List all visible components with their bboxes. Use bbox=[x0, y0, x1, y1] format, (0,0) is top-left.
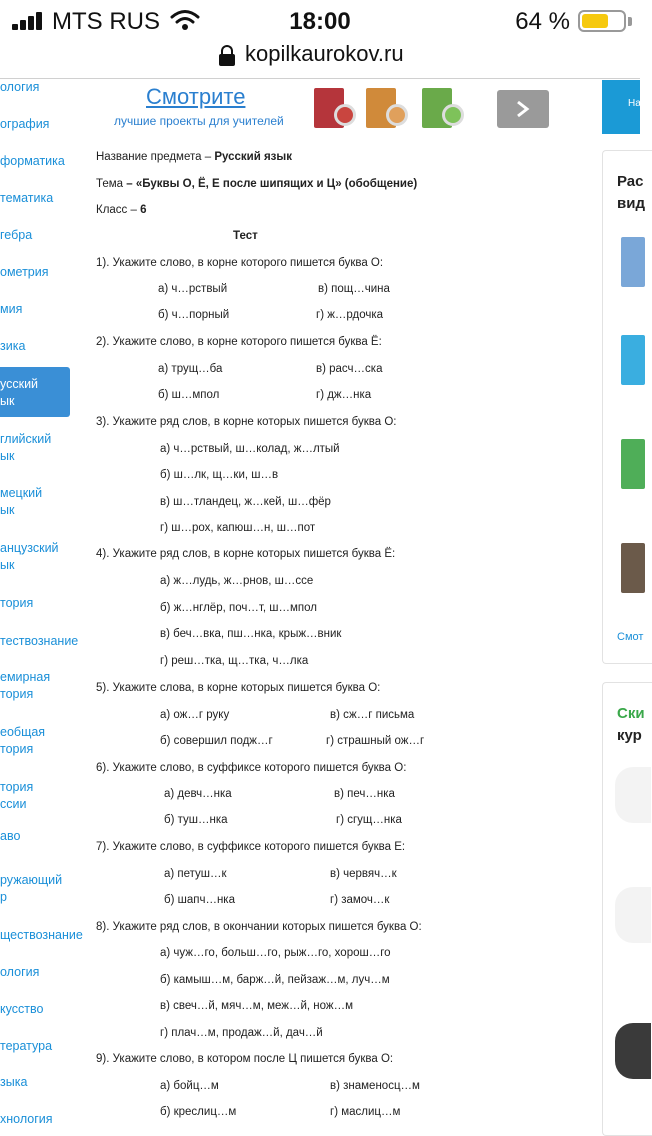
sidebar-item[interactable] bbox=[0, 338, 70, 355]
answer-option: б) ж…нглёр, поч…т, ш…мпол bbox=[160, 602, 317, 614]
sidebar-item[interactable] bbox=[0, 1111, 70, 1128]
sidebar-item-label: аво bbox=[0, 829, 21, 843]
answer-option: б) ш…мпол bbox=[158, 389, 220, 401]
answer-option: в) знаменосц…м bbox=[330, 1080, 420, 1092]
sidebar-item-label-line2: ык bbox=[0, 394, 15, 408]
answer-option: в) беч…вка, пш…нка, крыж…вник bbox=[160, 628, 342, 640]
answer-option: б) камыш…м, барж…й, пейзаж…м, луч…м bbox=[160, 974, 390, 986]
answer-option: г) замоч…к bbox=[330, 894, 390, 906]
sidebar-item-label: мия bbox=[0, 302, 23, 316]
battery-icon bbox=[578, 10, 626, 32]
answer-option: в) печ…нка bbox=[334, 788, 395, 800]
question-text: 3). Укажите ряд слов, в корне которых пишется буква О: bbox=[96, 416, 397, 428]
sidebar-item[interactable] bbox=[0, 264, 70, 281]
subject-sidebar bbox=[0, 79, 83, 1136]
answer-option: в) червяч…к bbox=[330, 868, 397, 880]
sidebar-item-label: хнология bbox=[0, 1112, 53, 1126]
answer-option: а) девч…нка bbox=[164, 788, 232, 800]
video-thumbnail[interactable] bbox=[621, 237, 645, 287]
answer-option: а) ч…рствый bbox=[158, 283, 228, 295]
answer-option: в) сж…г письма bbox=[330, 709, 415, 721]
sidebar-item-label: гебра bbox=[0, 228, 33, 242]
carrier-name: MTS RUS bbox=[52, 8, 160, 35]
answer-option: г) ж…рдочка bbox=[316, 309, 384, 321]
right-card-title: Рас bbox=[617, 173, 644, 190]
question-text: 1). Укажите слово, в корне которого пишется буква О: bbox=[96, 257, 384, 269]
answer-option: в) свеч…й, мяч…м, меж…й, нож…м bbox=[160, 1000, 354, 1012]
status-time: 18:00 bbox=[289, 8, 351, 35]
sidebar-item-label-line2: ык bbox=[0, 503, 15, 517]
sidebar-item-label: ография bbox=[0, 117, 50, 131]
sidebar-item[interactable] bbox=[0, 431, 70, 465]
sidebar-item-label-line2: тория bbox=[0, 687, 34, 701]
sidebar-item[interactable] bbox=[0, 1074, 70, 1091]
answer-option: г) страшный ож…г bbox=[326, 735, 425, 747]
battery-cap bbox=[628, 17, 632, 26]
sidebar-item-label: тория bbox=[0, 780, 34, 794]
sidebar-item-label: тествознание bbox=[0, 634, 79, 648]
answer-option: а) бойц…м bbox=[160, 1080, 219, 1092]
banner-disc-1 bbox=[334, 104, 356, 126]
answer-option: б) ч…порный bbox=[158, 309, 230, 321]
sidebar-item-label: ометрия bbox=[0, 265, 49, 279]
sidebar-item[interactable] bbox=[0, 724, 70, 758]
course-thumbnail[interactable] bbox=[615, 887, 651, 943]
question-text: 9). Укажите слово, в котором после Ц пишется буква О: bbox=[96, 1053, 394, 1065]
sidebar-item[interactable] bbox=[0, 669, 70, 703]
sidebar-item-label: ществознание bbox=[0, 928, 83, 942]
answer-option: б) креслиц…м bbox=[160, 1106, 237, 1118]
sidebar-item[interactable] bbox=[0, 595, 70, 612]
right-card-courses bbox=[602, 682, 652, 1136]
url-text[interactable]: kopilkaurokov.ru bbox=[245, 41, 404, 66]
answer-option: а) трущ…ба bbox=[158, 363, 223, 375]
answer-option: г) сгущ…нка bbox=[336, 814, 402, 826]
answer-option: а) ож…г руку bbox=[160, 709, 230, 721]
sidebar-item[interactable] bbox=[0, 872, 70, 906]
answer-option: б) совершил подж…г bbox=[160, 735, 273, 747]
address-bar[interactable] bbox=[0, 38, 640, 76]
answer-option: а) ж…лудь, ж…рнов, ш…ссе bbox=[160, 575, 314, 587]
answer-option: в) ш…тландец, ж…кей, ш…фёр bbox=[160, 496, 331, 508]
topic-line: Тема – «Буквы О, Ё, Е после шипящих и Ц» (обобщение) bbox=[96, 178, 418, 190]
answer-option: б) ш…лк, щ…ки, ш…в bbox=[160, 469, 279, 481]
right-card-title: Ски bbox=[617, 705, 645, 722]
sidebar-item-label-line2: ык bbox=[0, 558, 15, 572]
sidebar-item-label: зика bbox=[0, 339, 26, 353]
test-title: Тест bbox=[233, 230, 258, 242]
sidebar-item-label: еобщая bbox=[0, 725, 46, 739]
sidebar-item-label: анцузский bbox=[0, 541, 59, 555]
sidebar-item-label: ология bbox=[0, 80, 40, 94]
answer-option: г) реш…тка, щ…тка, ч…лка bbox=[160, 655, 309, 667]
sidebar-item-label: мецкий bbox=[0, 486, 43, 500]
course-thumbnail[interactable] bbox=[615, 1023, 651, 1079]
right-card-title-line2: кур bbox=[617, 727, 642, 744]
question-text: 5). Укажите слова, в корне которых пишется буква О: bbox=[96, 682, 381, 694]
banner-disc-3 bbox=[442, 104, 464, 126]
battery-level bbox=[582, 14, 608, 28]
question-text: 8). Укажите ряд слов, в окончании которых пишется буква О: bbox=[96, 921, 422, 933]
course-thumbnail[interactable] bbox=[615, 767, 651, 823]
sidebar-item[interactable] bbox=[0, 779, 70, 813]
answer-option: а) петуш…к bbox=[164, 868, 227, 880]
right-card-link[interactable]: Смот bbox=[617, 631, 644, 643]
right-card-title-line2: вид bbox=[617, 195, 645, 212]
answer-option: б) шапч…нка bbox=[164, 894, 235, 906]
answer-option: а) ч…рствый, ш…колад, ж…лтый bbox=[160, 443, 340, 455]
sidebar-item[interactable] bbox=[0, 153, 70, 170]
sidebar-item-label-line2: ык bbox=[0, 449, 15, 463]
banner-subtitle[interactable]: лучшие проекты для учителей bbox=[114, 114, 284, 128]
sidebar-item-label-line2: р bbox=[0, 890, 7, 904]
sidebar-item[interactable] bbox=[0, 828, 70, 845]
sidebar-item[interactable] bbox=[0, 1001, 70, 1018]
video-thumbnail[interactable] bbox=[621, 335, 645, 385]
sidebar-item-label: тория bbox=[0, 596, 34, 610]
sidebar-item[interactable] bbox=[0, 79, 70, 96]
sidebar-item[interactable] bbox=[0, 964, 70, 981]
right-promo-card[interactable] bbox=[602, 80, 640, 134]
grade-line: Класс – 6 bbox=[96, 204, 147, 216]
sidebar-item-label: ружающий bbox=[0, 873, 63, 887]
banner-next-button[interactable] bbox=[497, 90, 549, 128]
battery-percent: 64 % bbox=[515, 8, 570, 35]
banner-title[interactable]: Смотрите bbox=[146, 84, 246, 109]
sidebar-item[interactable] bbox=[0, 540, 70, 574]
banner-disc-2 bbox=[386, 104, 408, 126]
sidebar-item-label-line2: ссии bbox=[0, 797, 27, 811]
answer-option: г) дж…нка bbox=[316, 389, 372, 401]
sidebar-item-label: тература bbox=[0, 1039, 53, 1053]
sidebar-item-label: ология bbox=[0, 965, 40, 979]
sidebar-item[interactable] bbox=[0, 633, 79, 650]
sidebar-item[interactable] bbox=[0, 227, 70, 244]
sidebar-item-label: кусство bbox=[0, 1002, 44, 1016]
sidebar-item-label-line2: тория bbox=[0, 742, 34, 756]
sidebar-item-label: тематика bbox=[0, 191, 54, 205]
sidebar-item-label: емирная bbox=[0, 670, 51, 684]
lock-icon bbox=[219, 45, 235, 67]
sidebar-item[interactable] bbox=[0, 190, 70, 207]
answer-option: в) расч…ска bbox=[316, 363, 383, 375]
sidebar-item[interactable] bbox=[0, 485, 70, 519]
answer-option: г) плач…м, продаж…й, дач…й bbox=[160, 1027, 323, 1039]
video-thumbnail[interactable] bbox=[621, 543, 645, 593]
address-bar-divider bbox=[0, 78, 640, 79]
sidebar-item[interactable] bbox=[0, 927, 83, 944]
answer-option: б) туш…нка bbox=[164, 814, 228, 826]
question-text: 2). Укажите слово, в корне которого пишется буква Ё: bbox=[96, 336, 382, 348]
sidebar-item-label: зыка bbox=[0, 1075, 28, 1089]
question-text: 7). Укажите слово, в суффиксе которого пишется буква Е: bbox=[96, 841, 406, 853]
promo-banner[interactable] bbox=[100, 80, 560, 138]
question-text: 6). Укажите слово, в суффиксе которого пишется буква О: bbox=[96, 762, 407, 774]
sidebar-item-label: усский bbox=[0, 377, 39, 391]
sidebar-item-label: глийский bbox=[0, 432, 52, 446]
sidebar-item[interactable] bbox=[0, 116, 70, 133]
sidebar-item[interactable] bbox=[0, 1038, 70, 1055]
sidebar-item[interactable] bbox=[0, 301, 70, 318]
chevron-right-icon bbox=[515, 100, 531, 118]
sidebar-item[interactable] bbox=[0, 367, 70, 417]
sidebar-item-label: форматика bbox=[0, 154, 65, 168]
right-promo-text: На bbox=[628, 98, 641, 109]
answer-option: г) ш…рох, капюш…н, ш…пот bbox=[160, 522, 316, 534]
video-thumbnail[interactable] bbox=[621, 439, 645, 489]
answer-option: в) пощ…чина bbox=[318, 283, 390, 295]
answer-option: а) чуж…го, больш…го, рыж…го, хорош…го bbox=[160, 947, 391, 959]
question-text: 4). Укажите ряд слов, в корне которых пишется буква Ё: bbox=[96, 548, 396, 560]
right-card-videos bbox=[602, 150, 652, 664]
subject-line: Название предмета – Русский язык bbox=[96, 151, 292, 163]
answer-option: г) маслиц…м bbox=[330, 1106, 401, 1118]
